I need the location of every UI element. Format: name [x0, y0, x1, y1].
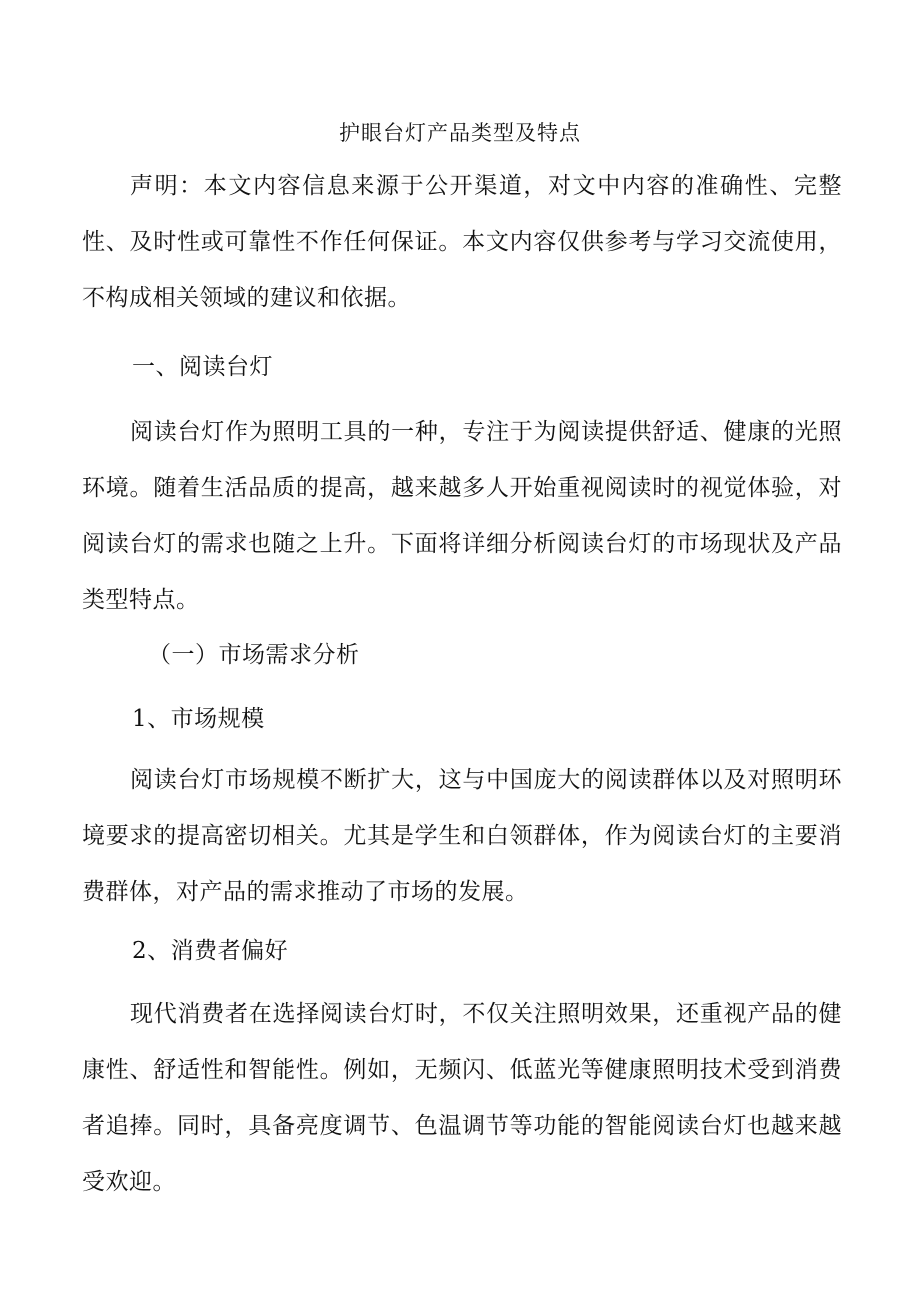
section-heading-reading-lamp: 一、阅读台灯 [132, 354, 273, 380]
item-heading-consumer-preference: 2、消费者偏好 [132, 938, 289, 964]
disclaimer-paragraph: 声明：本文内容信息来源于公开渠道，对文中内容的准确性、完整性、及时性或可靠性不作任何保证。本文内容仅供参考与学习交流使用，不构成相关领域的建议和依据。 [82, 173, 842, 311]
market-size-paragraph: 阅读台灯市场规模不断扩大，这与中国庞大的阅读群体以及对照明环境要求的提高密切相关。尤其是学生和白领群体，作为阅读台灯的主要消费群体，对产品的需求推动了市场的发展。 [82, 767, 842, 905]
item-heading-market-size: 1、市场规模 [132, 706, 265, 732]
document-title: 护眼台灯产品类型及特点 [339, 121, 581, 145]
section-intro-paragraph: 阅读台灯作为照明工具的一种，专注于为阅读提供舒适、健康的光照环境。随着生活品质的提高，越来越多人开始重视阅读时的视觉体验，对阅读台灯的需求也随之上升。下面将详细分析阅读台灯的市场现状及产品类型特点。 [82, 419, 842, 613]
subsection-heading-market-demand: （一）市场需求分析 [148, 642, 360, 668]
consumer-preference-paragraph: 现代消费者在选择阅读台灯时，不仅关注照明效果，还重视产品的健康性、舒适性和智能性。例如，无频闪、低蓝光等健康照明技术受到消费者追捧。同时，具备亮度调节、色温调节等功能的智能阅读台灯也越来越受欢迎。 [82, 1001, 842, 1195]
